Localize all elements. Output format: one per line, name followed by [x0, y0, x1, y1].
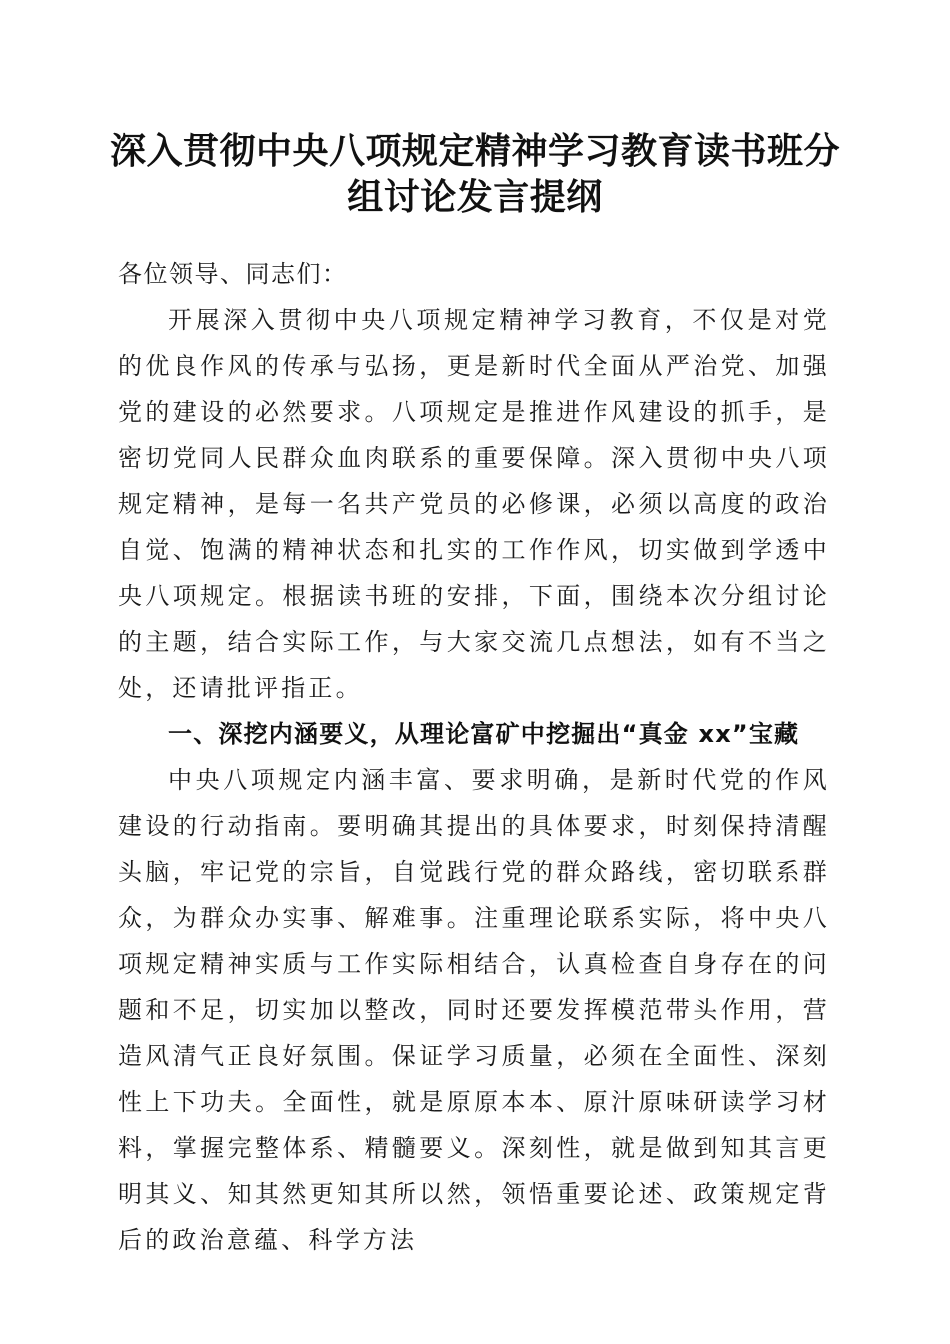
document-body: [118, 251, 830, 1263]
intro-paragraph: 开展深入贯彻中央八项规定精神学习教育，不仅是对党的优良作风的传承与弘扬，更是新时代全面从严治党、加强党的建设的必然要求。八项规定是推进作风建设的抓手，是密切党同人民群众血肉联系的重要保障。深入贯彻中央八项规定精神，是每一名共产党员的必修课，必须以高度的政治自觉、饱满的精神状态和扎实的工作作风，切实做到学透中央八项规定。根据读书班的安排，下面，围绕本次分组讨论的主题，结合实际工作，与大家交流几点想法，如有不当之处，还请批评指正。: [118, 306, 830, 702]
document-title-line-2: 组讨论发言提纲: [347, 176, 603, 218]
section-1-paragraph: 中央八项规定内涵丰富、要求明确，是新时代党的作风建设的行动指南。要明确其提出的具体要求，时刻保持清醒头脑，牢记党的宗旨，自觉践行党的群众路线，密切联系群众，为群众办实事、解难事。注重理论联系实际，将中央八项规定精神实质与工作实际相结合，认真检查自身存在的问题和不足，切实加以整改，同时还要发挥模范带头作用，营造风清气正良好氛围。保证学习质量，必须在全面性、深刻性上下功夫。全面性，就是原原本本、原汁原味研读学习材料，掌握完整体系、精髓要义。深刻性，就是做到知其言更明其义、知其然更知其所以然，领悟重要论述、政策规定背后的政治意蕴、科学方法: [118, 766, 830, 1254]
document-title-line-1: 深入贯彻中央八项规定精神学习教育读书班分: [109, 130, 840, 172]
document-title: [80, 128, 870, 220]
section-1-heading: 一、深挖内涵要义，从理论富矿中挖掘出“真金 xx”宝藏: [168, 720, 800, 748]
salutation: 各位领导、同志们：: [118, 260, 348, 288]
